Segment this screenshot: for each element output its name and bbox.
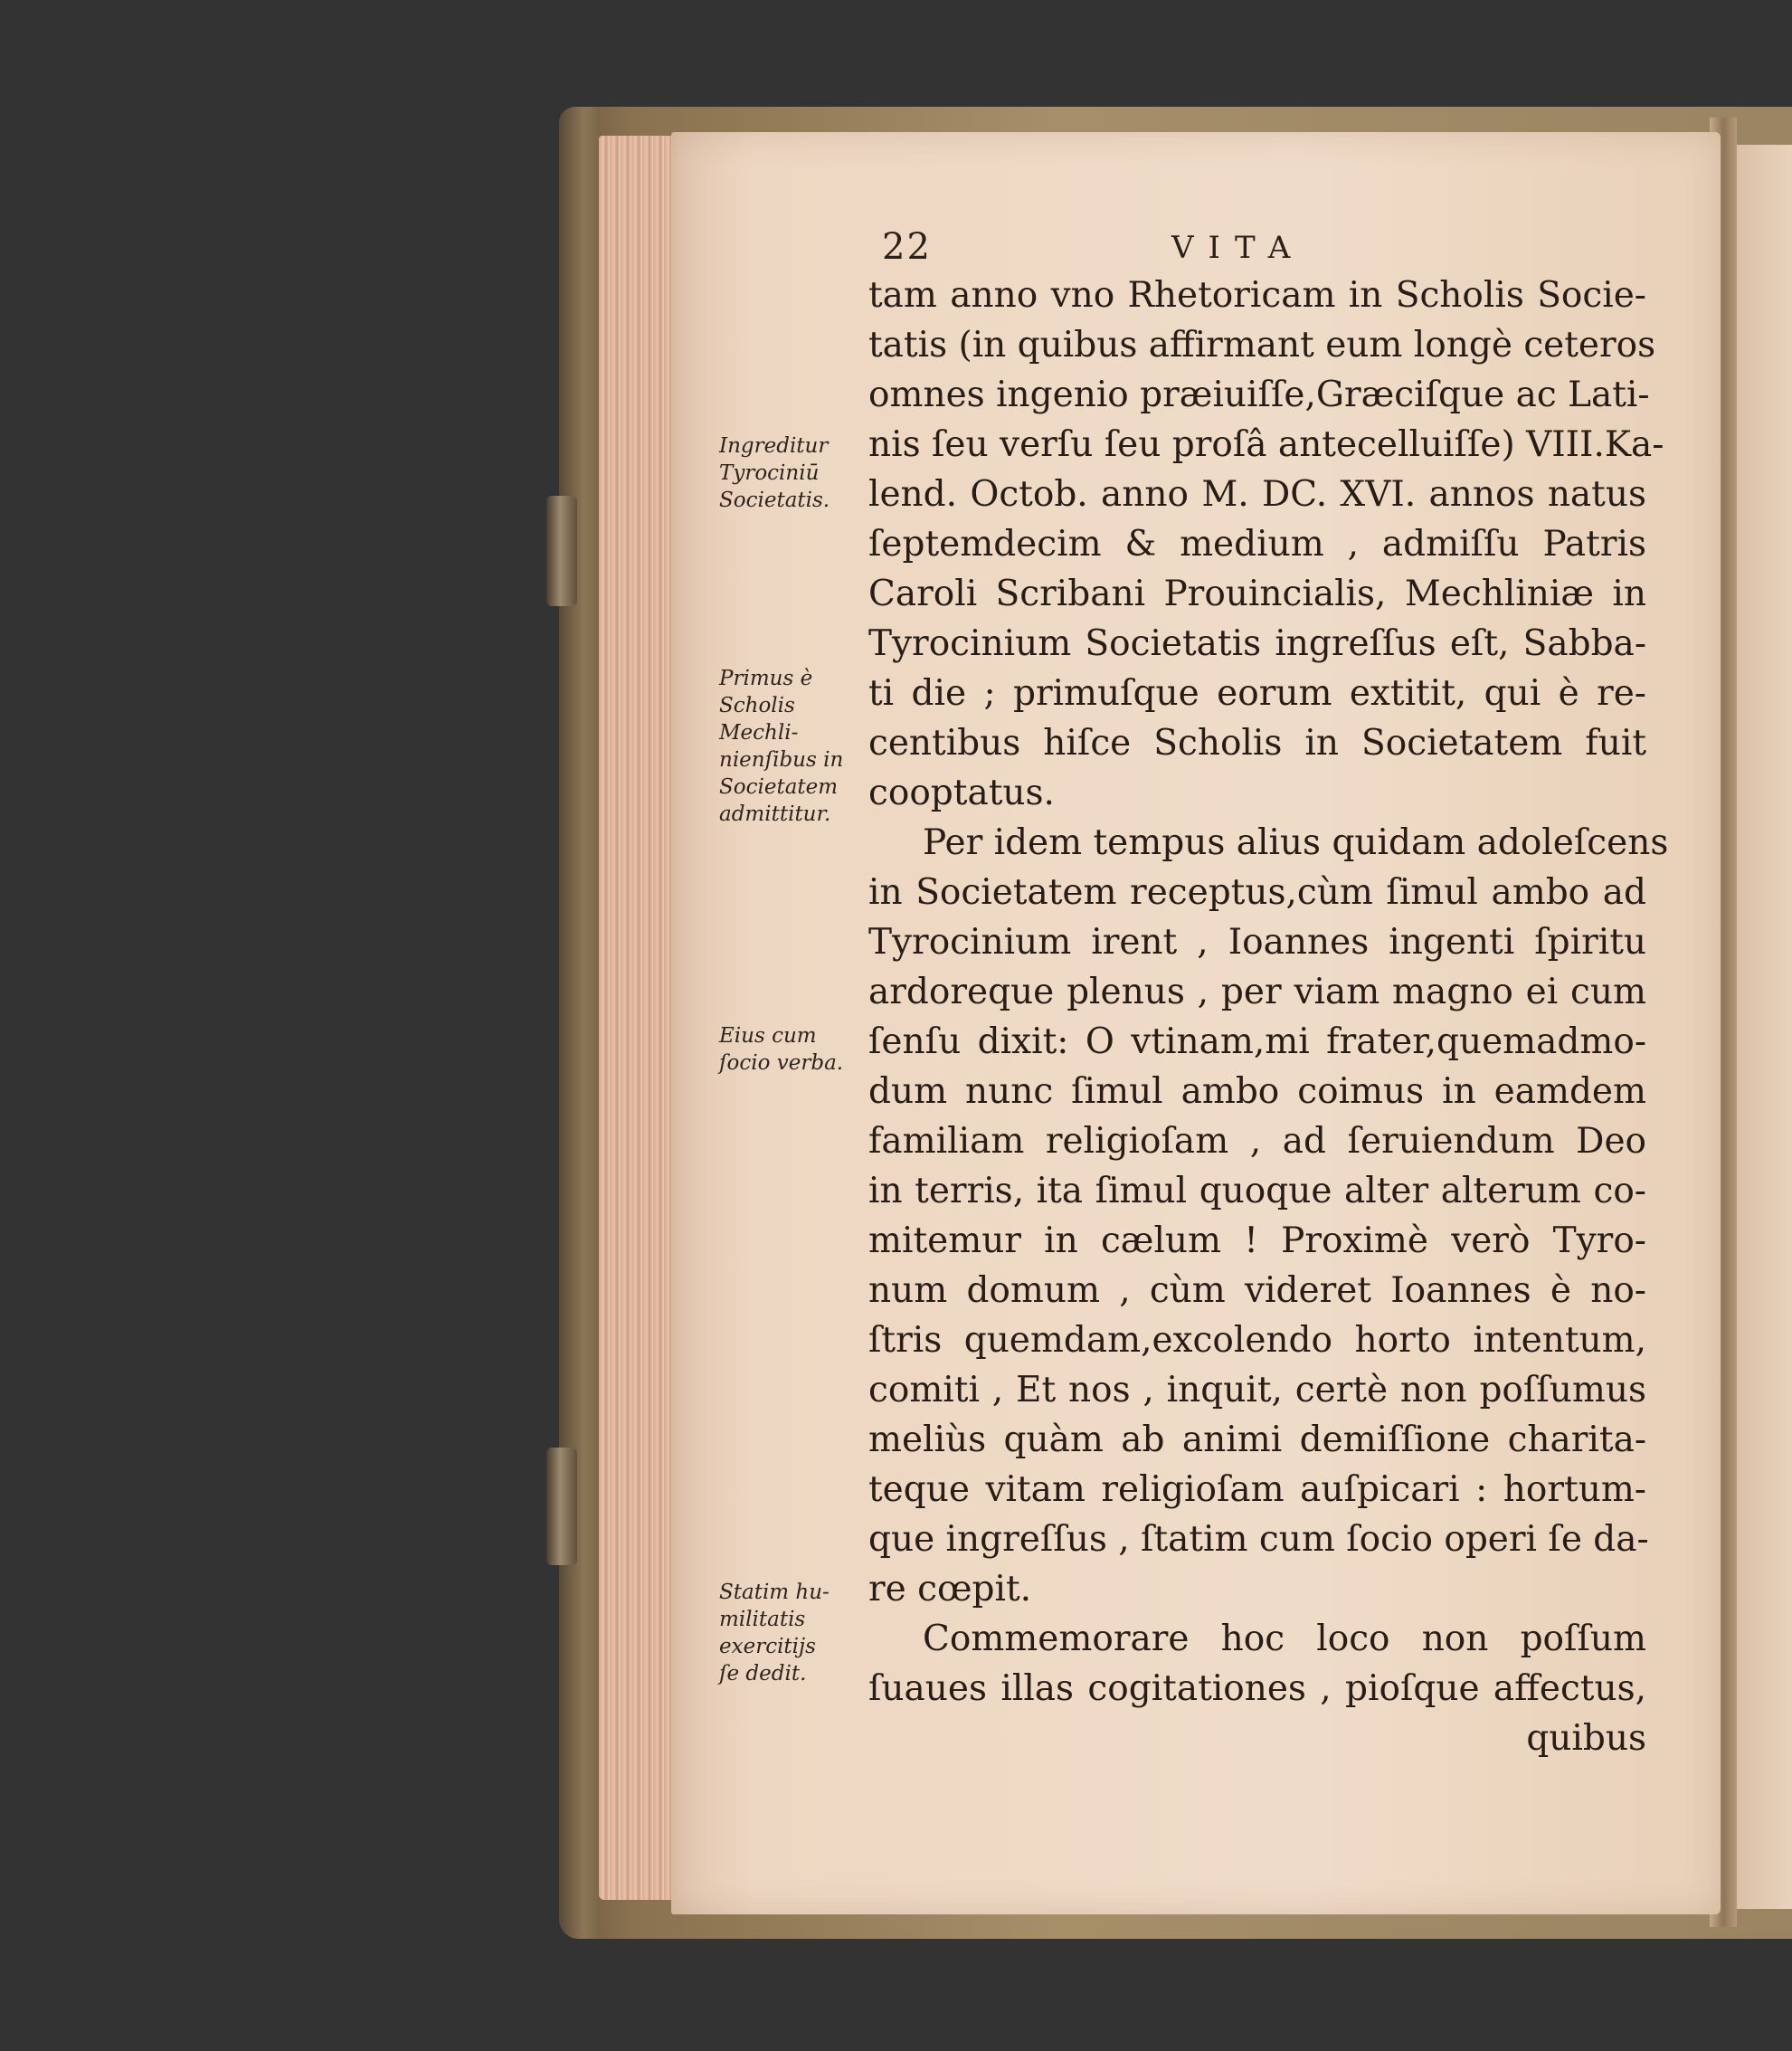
body-line: in terris, ita ſimul quoque alter alterum co- — [868, 1171, 1646, 1211]
body-line: tam anno vno Rhetoricam in Scholis Socie- — [868, 275, 1646, 316]
body-line: comiti , Et nos , inquit, certè non poſſumus — [868, 1370, 1646, 1410]
margin-note-statim — [719, 1579, 877, 1687]
body-line: cooptatus. — [868, 773, 1055, 813]
running-title: VITA — [1171, 230, 1305, 266]
body-line: lend. Octob. anno M. DC. XVI. annos natus — [868, 474, 1646, 515]
body-line: ſenſu dixit: O vtinam,mi frater,quemadmo- — [868, 1021, 1646, 1062]
body-line: centibus hiſce Scholis in Societatem fuit — [868, 723, 1646, 764]
book-spine-edge — [559, 107, 601, 1939]
body-line: re cœpit. — [868, 1569, 1032, 1609]
body-line: ſeptemdecim & medium , admiſſu Patris — [868, 524, 1646, 565]
body-line: dum nunc ſimul ambo coimus in eamdem — [868, 1071, 1646, 1112]
margin-note-line: Societatem — [719, 775, 839, 799]
body-line: Tyrocinium Societatis ingreſſus eſt, Sabba- — [868, 623, 1646, 664]
body-line: omnes ingenio præiuiſſe,Græciſque ac Lati- — [868, 375, 1650, 415]
body-line: Commemorare hoc loco non poſſum — [923, 1619, 1646, 1659]
catchword: quibus — [1526, 1718, 1646, 1759]
body-line: Tyrocinium irent , Ioannes ingenti ſpiritu — [868, 922, 1646, 963]
margin-note-line: Primus è — [719, 667, 813, 690]
clasp-top-icon — [546, 496, 577, 606]
margin-note-line: ſocio verba. — [719, 1051, 844, 1075]
body-line: in Societatem receptus,cùm ſimul ambo ad — [868, 872, 1646, 913]
body-line: mitemur in cælum ! Proximè verò Tyro- — [868, 1220, 1646, 1261]
body-line: meliùs quàm ab animi demiſſione charita- — [868, 1420, 1646, 1460]
margin-note-line: admittitur. — [719, 802, 831, 826]
margin-note-ingreditur — [719, 432, 877, 514]
margin-note-line: nienſibus in — [719, 748, 844, 772]
body-line: que ingreſſus , ſtatim cum ſocio operi ſe da- — [868, 1519, 1649, 1560]
body-line: ardoreque plenus , per viam magno ei cum — [868, 972, 1646, 1012]
clasp-bottom-icon — [546, 1448, 577, 1565]
margin-note-line: Statim hu- — [719, 1581, 830, 1604]
margin-note-line: Ingreditur — [719, 434, 829, 458]
body-line: tatis (in quibus affirmant eum longè ceteros — [868, 325, 1656, 366]
margin-note-line: ſe dedit. — [719, 1662, 807, 1685]
margin-note-eius-cum — [719, 1022, 877, 1077]
page-number: 22 — [882, 226, 932, 268]
body-line: teque vitam religioſam auſpicari : hortum- — [868, 1469, 1646, 1510]
margin-note-line: Eius cum — [719, 1024, 817, 1048]
body-line: Caroli Scribani Prouincialis, Mechliniæ in — [868, 574, 1646, 614]
margin-note-line: Societatis. — [719, 489, 830, 512]
margin-note-line: Scholis — [719, 694, 795, 717]
body-line: num domum , cùm videret Ioannes è no- — [868, 1270, 1646, 1311]
body-line: ſuaues illas cogitationes , pioſque affectus, — [868, 1668, 1646, 1709]
body-line: familiam religioſam , ad ſeruiendum Deo — [868, 1121, 1646, 1162]
body-line: ti die ; primuſque eorum extitit, qui è re- — [868, 673, 1646, 714]
margin-note-line: Tyrociniū — [719, 461, 820, 485]
body-line: Per idem tempus alius quidam adoleſcens — [923, 822, 1669, 863]
margin-note-line: militatis — [719, 1608, 806, 1631]
facing-page-edge — [1732, 145, 1792, 1909]
body-line: ſtris quemdam,excolendo horto intentum, — [868, 1320, 1646, 1361]
margin-note-line: Mechli- — [719, 721, 799, 745]
body-line: nis ſeu verſu ſeu proſâ antecelluiſſe) VIII.Ka- — [868, 424, 1664, 465]
margin-note-line: exercitijs — [719, 1635, 816, 1658]
margin-note-primus — [719, 665, 877, 828]
